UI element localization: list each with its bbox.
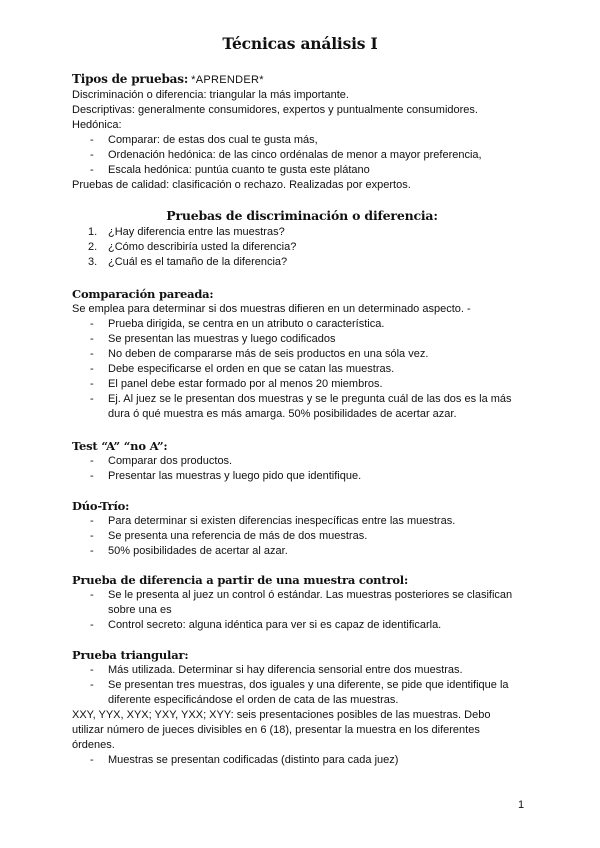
paragraph-line: órdenes. (72, 739, 115, 751)
section-discriminacion (72, 208, 532, 270)
aprender-tag: *APRENDER* (191, 74, 264, 86)
bullet-dash: - (90, 754, 94, 766)
bullet-dash: - (90, 619, 94, 631)
bullet-dash: - (90, 164, 94, 176)
bullet-item: - Se presenta una referencia de más de dos muestras. (90, 530, 368, 542)
bullet-continuation: diferente especificándose el orden de cata de las muestras. (108, 694, 399, 706)
bullet-dash: - (90, 363, 94, 375)
section-tipos-de-pruebas (72, 72, 532, 193)
section-heading: Pruebas de discriminación o diferencia: (166, 208, 438, 223)
bullet-item: - Control secreto: alguna idéntica para ver si es capaz de identificarla. (90, 619, 442, 631)
item-number: 3. (88, 256, 98, 268)
bullet-dash: - (90, 393, 94, 405)
paragraph-line: Se emplea para determinar si dos muestras difieren en un determinado aspecto. - (72, 303, 471, 315)
section-heading: Test “A” “no A”: (72, 439, 168, 453)
bullet-dash: - (90, 545, 94, 557)
paragraph-line: utilizar número de jueces divisibles en 6 (18), presentar la muestra en los diferentes (72, 724, 480, 736)
section-heading: Prueba triangular: (72, 648, 189, 662)
bullet-item: - El panel debe estar formado por al menos 20 miembros. (90, 378, 383, 390)
bullet-item: - Presentar las muestras y luego pido que identifique. (90, 470, 362, 482)
numbered-item: 1. ¿Hay diferencia entre las muestras? (88, 226, 285, 238)
bullet-dash: - (90, 530, 94, 542)
bullet-dash: - (90, 378, 94, 390)
bullet-dash: - (90, 134, 94, 146)
bullet-item: - Para determinar si existen diferencias inespecíficas entre las muestras. (90, 515, 456, 527)
numbered-item: 3. ¿Cuál es el tamaño de la diferencia? (88, 256, 288, 268)
bullet-dash: - (90, 679, 94, 691)
bullet-item: - Ej. Al juez se le presentan dos muestras y se le pregunta cuál de las dos es la más (90, 393, 512, 405)
bullet-dash: - (90, 515, 94, 527)
paragraph-line: XXY, YYX, XYX; YXY, YXX; XYY: seis presentaciones posibles de las muestras. Debo (72, 709, 491, 721)
bullet-item: - Debe especificarse el orden en que se catan las muestras. (90, 363, 395, 375)
bullet-continuation: sobre una es (108, 604, 172, 616)
paragraph-line: Descriptivas: generalmente consumidores, expertos y puntualmente consumidores. (72, 104, 478, 116)
paragraph-line: Hedónica: (72, 119, 122, 131)
bullet-item: - Se le presenta al juez un control ó estándar. Las muestras posteriores se clasifican (90, 589, 513, 601)
paragraph-line: Discriminación o diferencia: triangular la más importante. (72, 89, 349, 101)
paragraph-line: Pruebas de calidad: clasificación o rechazo. Realizadas por expertos. (72, 179, 411, 191)
section-heading: Comparación pareada: (72, 287, 214, 301)
bullet-item: - Comparar: de estas dos cual te gusta más, (90, 134, 318, 146)
section-duo-trio (72, 499, 532, 559)
bullet-item: - Escala hedónica: puntúa cuanto te gusta este plátano (90, 164, 370, 176)
bullet-item: - Se presentan las muestras y luego codificados (90, 333, 336, 345)
section-heading: Dúo-Trío: (72, 499, 130, 513)
bullet-item: - Se presentan tres muestras, dos iguales y una diferente, se pide que identifique la (90, 679, 509, 691)
bullet-item: - No deben de compararse más de seis productos en una sóla vez. (90, 348, 429, 360)
item-number: 1. (88, 226, 98, 238)
bullet-dash: - (90, 589, 94, 601)
bullet-item: - Muestras se presentan codificadas (distinto para cada juez) (90, 754, 399, 766)
section-muestra-control (72, 573, 532, 633)
section-prueba-triangular (72, 648, 532, 768)
section-test-a-no-a (72, 439, 532, 484)
page-title: Técnicas análisis I (222, 34, 378, 53)
numbered-item: 2. ¿Cómo describiría usted la diferencia? (88, 241, 297, 253)
bullet-item: - Comparar dos productos. (90, 455, 233, 467)
bullet-dash: - (90, 318, 94, 330)
bullet-dash: - (90, 333, 94, 345)
bullet-dash: - (90, 455, 94, 467)
bullet-item: - Ordenación hedónica: de las cinco ordénalas de menor a mayor preferencia, (90, 149, 482, 161)
bullet-dash: - (90, 470, 94, 482)
bullet-dash: - (90, 149, 94, 161)
bullet-item: - Prueba dirigida, se centra en un atributo o característica. (90, 318, 385, 330)
bullet-dash: - (90, 348, 94, 360)
bullet-dash: - (90, 664, 94, 676)
bullet-item: - Más utilizada. Determinar si hay diferencia sensorial entre dos muestras. (90, 664, 463, 676)
section-comparacion-pareada (72, 287, 532, 422)
section-heading: Prueba de diferencia a partir de una muestra control: (72, 573, 409, 587)
item-number: 2. (88, 241, 98, 253)
page-number: 1 (518, 799, 525, 811)
section-heading: Tipos de pruebas: (72, 72, 189, 86)
bullet-item: - 50% posibilidades de acertar al azar. (90, 545, 288, 557)
bullet-continuation: dura ó qué muestra es más amarga. 50% posibilidades de acertar azar. (108, 408, 457, 420)
